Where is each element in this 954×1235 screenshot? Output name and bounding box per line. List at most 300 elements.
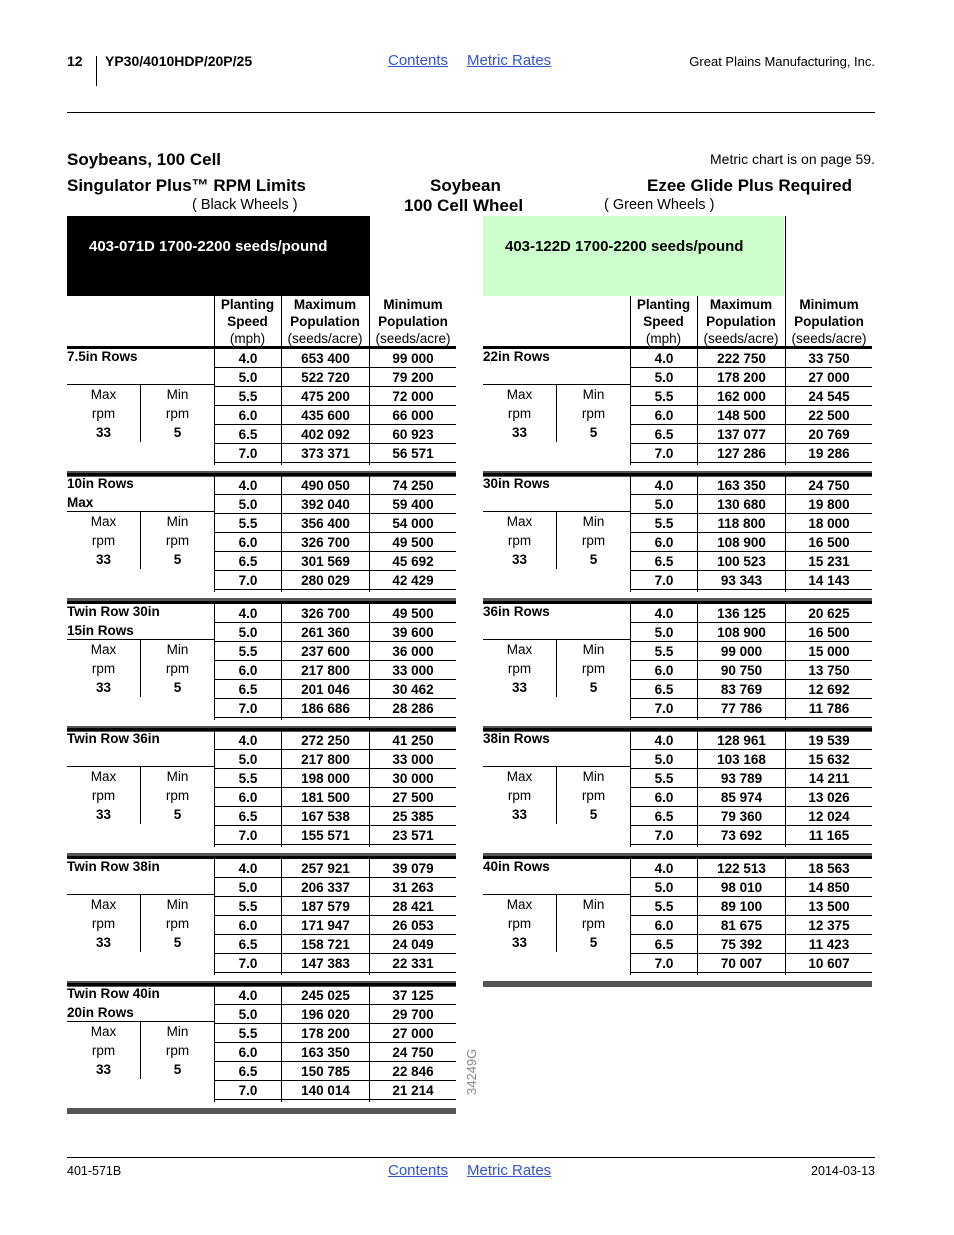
table-cell-max-population: 127 286 <box>698 444 785 463</box>
table-cell-max-population: 198 000 <box>282 769 369 788</box>
table-cell-speed: 6.5 <box>215 552 281 571</box>
table-cell-min-population: 19 286 <box>786 444 872 463</box>
row-group-label: 22in Rows <box>483 349 550 364</box>
table-cell-max-population: 89 100 <box>698 897 785 916</box>
min-rpm-label: Min <box>166 387 189 402</box>
metric-rates-link[interactable]: Metric Rates <box>467 52 552 69</box>
table-cell-min-population: 18 000 <box>786 514 872 533</box>
table-cell-max-population: 158 721 <box>282 935 369 954</box>
column-divider <box>785 604 786 720</box>
table-cell-speed: 5.5 <box>631 897 697 916</box>
table-cell-speed: 6.0 <box>631 916 697 935</box>
column-divider <box>697 731 698 847</box>
column-divider <box>281 731 282 847</box>
min-rpm-value: 5 <box>173 935 182 950</box>
rpm-top-rule <box>483 511 630 512</box>
table-cell-min-population: 28 421 <box>370 897 456 916</box>
table-cell-speed: 7.0 <box>631 699 697 718</box>
rpm-unit-label: rpm <box>165 406 190 421</box>
table-cell-max-population: 130 680 <box>698 495 785 514</box>
green-wheel-label: 403-122D 1700-2200 seeds/pound <box>505 237 744 255</box>
row-group-sublabel: Max <box>67 495 94 510</box>
table-cell-min-population: 24 545 <box>786 387 872 406</box>
max-rpm-label: Max <box>90 1024 117 1039</box>
max-rpm-value: 33 <box>95 680 112 695</box>
divider <box>281 296 282 346</box>
table-cell-speed: 4.0 <box>215 476 281 495</box>
table-cell-min-population: 21 214 <box>370 1081 456 1100</box>
table-cell-min-population: 79 200 <box>370 368 456 387</box>
row-group-label: 38in Rows <box>483 731 550 746</box>
table-cell-min-population: 24 049 <box>370 935 456 954</box>
table-cell-max-population: 75 392 <box>698 935 785 954</box>
table-cell-speed: 4.0 <box>631 476 697 495</box>
table-cell-max-population: 201 046 <box>282 680 369 699</box>
block-separator <box>483 981 872 987</box>
table-cell-speed: 4.0 <box>631 604 697 623</box>
right-subtitle: ( Green Wheels ) <box>604 197 715 213</box>
table-cell-speed: 5.0 <box>631 750 697 769</box>
rpm-unit-label: rpm <box>91 916 116 931</box>
header-divider <box>96 56 97 86</box>
min-rpm-label: Min <box>166 514 189 529</box>
table-cell-max-population: 181 500 <box>282 788 369 807</box>
table-cell-max-population: 222 750 <box>698 349 785 368</box>
table-cell-speed: 5.5 <box>215 514 281 533</box>
row-group-label: 10in Rows <box>67 476 134 491</box>
table-cell-speed: 5.0 <box>631 623 697 642</box>
table-cell-speed: 6.0 <box>215 661 281 680</box>
table-cell-max-population: 137 077 <box>698 425 785 444</box>
table-cell-max-population: 150 785 <box>282 1062 369 1081</box>
column-divider <box>697 476 698 592</box>
table-cell-max-population: 148 500 <box>698 406 785 425</box>
table-cell-min-population: 22 846 <box>370 1062 456 1081</box>
table-cell-min-population: 29 700 <box>370 1005 456 1024</box>
table-cell-speed: 6.5 <box>631 552 697 571</box>
table-cell-speed: 7.0 <box>215 444 281 463</box>
table-cell-min-population: 19 800 <box>786 495 872 514</box>
table-cell-min-population: 27 500 <box>370 788 456 807</box>
row-group-label: Twin Row 40in <box>67 986 160 1001</box>
row-group-sublabel <box>483 748 628 767</box>
row-group-label: Twin Row 30in <box>67 604 160 619</box>
table-cell-min-population: 20 625 <box>786 604 872 623</box>
table-cell-min-population: 66 000 <box>370 406 456 425</box>
rpm-unit-label: rpm <box>91 661 116 676</box>
column-divider <box>697 604 698 720</box>
table-cell-speed: 6.0 <box>215 788 281 807</box>
row-group-sublabel <box>483 493 628 512</box>
table-cell-min-population: 15 231 <box>786 552 872 571</box>
rpm-top-rule <box>483 766 630 767</box>
table-cell-min-population: 19 539 <box>786 731 872 750</box>
max-rpm-value: 33 <box>511 935 528 950</box>
revision-date: 2014-03-13 <box>811 1164 875 1178</box>
section-title: Soybeans, 100 Cell <box>67 150 222 169</box>
right-title: Ezee Glide Plus Required <box>647 176 853 195</box>
table-cell-speed: 5.5 <box>631 387 697 406</box>
rpm-top-rule <box>483 639 630 640</box>
table-cell-min-population: 12 024 <box>786 807 872 826</box>
center-title-1: Soybean <box>430 176 501 195</box>
min-column-header: Minimum Population (seeds/acre) <box>375 297 451 346</box>
min-rpm-value: 5 <box>589 807 598 822</box>
table-cell-speed: 7.0 <box>631 826 697 845</box>
table-cell-min-population: 49 500 <box>370 604 456 623</box>
contents-link[interactable]: Contents <box>388 52 449 69</box>
column-divider <box>281 859 282 975</box>
column-divider <box>630 349 631 465</box>
rpm-divider <box>140 512 141 569</box>
rpm-unit-label: rpm <box>507 406 532 421</box>
column-divider <box>369 476 370 592</box>
table-cell-speed: 6.0 <box>631 406 697 425</box>
table-cell-min-population: 27 000 <box>786 368 872 387</box>
max-rpm-label: Max <box>506 769 533 784</box>
column-divider <box>630 731 631 847</box>
rpm-unit-label: rpm <box>507 788 532 803</box>
column-divider <box>281 349 282 465</box>
max-rpm-value: 33 <box>511 425 528 440</box>
table-cell-max-population: 163 350 <box>698 476 785 495</box>
table-cell-max-population: 103 168 <box>698 750 785 769</box>
min-rpm-label: Min <box>582 387 605 402</box>
row-group-sublabel <box>483 876 628 895</box>
rpm-divider <box>140 385 141 442</box>
row-group-label: Twin Row 38in <box>67 859 160 874</box>
rpm-top-rule <box>483 894 630 895</box>
column-divider <box>369 349 370 465</box>
table-cell-min-population: 12 375 <box>786 916 872 935</box>
speed-column-header: Planting Speed (mph) <box>220 297 275 346</box>
row-group-label: 7.5in Rows <box>67 349 138 364</box>
min-rpm-label: Min <box>582 514 605 529</box>
table-cell-max-population: 147 383 <box>282 954 369 973</box>
table-cell-min-population: 54 000 <box>370 514 456 533</box>
left-subtitle: ( Black Wheels ) <box>192 197 298 213</box>
table-cell-max-population: 326 700 <box>282 604 369 623</box>
row-group-label: 40in Rows <box>483 859 550 874</box>
header-rule <box>67 112 875 113</box>
page-number: 12 <box>67 53 83 69</box>
table-cell-max-population: 186 686 <box>282 699 369 718</box>
rpm-divider <box>556 385 557 442</box>
table-cell-speed: 4.0 <box>215 731 281 750</box>
table-cell-min-population: 59 400 <box>370 495 456 514</box>
row-group-sublabel <box>67 748 212 767</box>
table-cell-max-population: 356 400 <box>282 514 369 533</box>
table-cell-min-population: 30 462 <box>370 680 456 699</box>
footer-rule <box>67 1157 875 1158</box>
divider <box>630 296 631 346</box>
table-cell-max-population: 326 700 <box>282 533 369 552</box>
table-cell-max-population: 280 029 <box>282 571 369 590</box>
table-cell-max-population: 136 125 <box>698 604 785 623</box>
min-rpm-value: 5 <box>589 680 598 695</box>
table-cell-min-population: 41 250 <box>370 731 456 750</box>
table-cell-speed: 7.0 <box>215 1081 281 1100</box>
table-cell-min-population: 10 607 <box>786 954 872 973</box>
rpm-unit-label: rpm <box>507 916 532 931</box>
contents-link[interactable]: Contents <box>388 1162 449 1179</box>
table-cell-max-population: 122 513 <box>698 859 785 878</box>
rpm-unit-label: rpm <box>91 1043 116 1058</box>
table-cell-speed: 7.0 <box>215 571 281 590</box>
table-cell-max-population: 653 400 <box>282 349 369 368</box>
table-cell-speed: 6.5 <box>631 425 697 444</box>
block-separator <box>67 1108 456 1114</box>
table-cell-speed: 5.0 <box>631 878 697 897</box>
table-cell-max-population: 301 569 <box>282 552 369 571</box>
min-rpm-value: 5 <box>173 1062 182 1077</box>
table-cell-max-population: 402 092 <box>282 425 369 444</box>
column-divider <box>214 604 215 720</box>
column-divider <box>630 859 631 975</box>
row-group-sublabel: 15in Rows <box>67 623 134 638</box>
table-cell-max-population: 90 750 <box>698 661 785 680</box>
table-cell-min-population: 13 500 <box>786 897 872 916</box>
table-cell-max-population: 392 040 <box>282 495 369 514</box>
table-cell-max-population: 261 360 <box>282 623 369 642</box>
table-cell-min-population: 25 385 <box>370 807 456 826</box>
table-cell-speed: 4.0 <box>631 349 697 368</box>
table-cell-min-population: 31 263 <box>370 878 456 897</box>
max-rpm-label: Max <box>506 897 533 912</box>
company-name: Great Plains Manufacturing, Inc. <box>689 54 875 69</box>
table-cell-max-population: 128 961 <box>698 731 785 750</box>
document-title: YP30/4010HDP/20P/25 <box>105 53 253 69</box>
table-cell-min-population: 30 000 <box>370 769 456 788</box>
column-divider <box>369 859 370 975</box>
column-divider <box>281 986 282 1102</box>
table-cell-max-population: 257 921 <box>282 859 369 878</box>
table-cell-speed: 6.0 <box>215 533 281 552</box>
max-rpm-value: 33 <box>95 1062 112 1077</box>
min-column-header: Minimum Population (seeds/acre) <box>791 297 867 346</box>
column-divider <box>369 604 370 720</box>
min-rpm-label: Min <box>166 769 189 784</box>
table-cell-min-population: 14 211 <box>786 769 872 788</box>
table-cell-max-population: 162 000 <box>698 387 785 406</box>
rpm-unit-label: rpm <box>165 788 190 803</box>
table-cell-min-population: 24 750 <box>370 1043 456 1062</box>
rpm-divider <box>140 1022 141 1079</box>
black-wheel-label: 403-071D 1700-2200 seeds/pound <box>89 237 328 255</box>
table-cell-min-population: 42 429 <box>370 571 456 590</box>
table-cell-speed: 6.5 <box>215 425 281 444</box>
table-cell-speed: 4.0 <box>631 859 697 878</box>
rpm-unit-label: rpm <box>581 661 606 676</box>
column-divider <box>785 859 786 975</box>
rpm-unit-label: rpm <box>91 533 116 548</box>
row-group-label: 30in Rows <box>483 476 550 491</box>
column-divider <box>214 349 215 465</box>
rpm-unit-label: rpm <box>165 661 190 676</box>
table-cell-speed: 7.0 <box>215 954 281 973</box>
table-cell-min-population: 13 026 <box>786 788 872 807</box>
table-cell-min-population: 15 000 <box>786 642 872 661</box>
metric-rates-link[interactable]: Metric Rates <box>467 1162 552 1179</box>
table-cell-min-population: 27 000 <box>370 1024 456 1043</box>
table-cell-speed: 6.5 <box>215 807 281 826</box>
drawing-number: 34249G <box>464 1048 479 1095</box>
rpm-divider <box>140 767 141 824</box>
table-cell-min-population: 11 786 <box>786 699 872 718</box>
table-cell-min-population: 72 000 <box>370 387 456 406</box>
rpm-divider <box>556 895 557 952</box>
column-divider <box>214 986 215 1102</box>
green-wheel-box <box>483 216 784 296</box>
max-rpm-value: 33 <box>95 425 112 440</box>
rpm-top-rule <box>67 639 214 640</box>
max-rpm-label: Max <box>90 642 117 657</box>
max-rpm-label: Max <box>506 387 533 402</box>
table-cell-min-population: 22 331 <box>370 954 456 973</box>
table-cell-speed: 6.0 <box>631 661 697 680</box>
max-rpm-value: 33 <box>511 552 528 567</box>
table-cell-speed: 7.0 <box>631 954 697 973</box>
table-cell-speed: 7.0 <box>631 571 697 590</box>
row-group-sublabel <box>67 366 212 385</box>
row-group-label: Twin Row 36in <box>67 731 160 746</box>
table-cell-speed: 5.0 <box>215 368 281 387</box>
table-cell-min-population: 14 850 <box>786 878 872 897</box>
table-cell-min-population: 14 143 <box>786 571 872 590</box>
left-title: Singulator Plus™ RPM Limits <box>67 176 306 195</box>
table-cell-min-population: 26 053 <box>370 916 456 935</box>
column-divider <box>214 476 215 592</box>
table-cell-speed: 5.0 <box>215 495 281 514</box>
column-divider <box>697 859 698 975</box>
table-cell-max-population: 70 007 <box>698 954 785 973</box>
max-rpm-label: Max <box>90 514 117 529</box>
min-rpm-value: 5 <box>589 552 598 567</box>
table-cell-speed: 6.0 <box>631 533 697 552</box>
table-cell-min-population: 20 769 <box>786 425 872 444</box>
table-cell-max-population: 245 025 <box>282 986 369 1005</box>
table-cell-min-population: 49 500 <box>370 533 456 552</box>
table-cell-speed: 6.0 <box>631 788 697 807</box>
table-cell-speed: 6.5 <box>215 1062 281 1081</box>
table-cell-min-population: 74 250 <box>370 476 456 495</box>
min-rpm-value: 5 <box>173 552 182 567</box>
rpm-top-rule <box>67 384 214 385</box>
table-cell-max-population: 98 010 <box>698 878 785 897</box>
max-rpm-value: 33 <box>95 807 112 822</box>
table-cell-speed: 4.0 <box>215 859 281 878</box>
table-cell-max-population: 490 050 <box>282 476 369 495</box>
table-cell-speed: 7.0 <box>215 699 281 718</box>
table-cell-speed: 4.0 <box>631 731 697 750</box>
table-cell-speed: 4.0 <box>215 604 281 623</box>
table-cell-max-population: 435 600 <box>282 406 369 425</box>
table-cell-min-population: 36 000 <box>370 642 456 661</box>
table-cell-max-population: 81 675 <box>698 916 785 935</box>
rpm-top-rule <box>67 766 214 767</box>
table-cell-max-population: 140 014 <box>282 1081 369 1100</box>
table-cell-min-population: 60 923 <box>370 425 456 444</box>
rpm-top-rule <box>67 1021 214 1022</box>
rpm-unit-label: rpm <box>581 406 606 421</box>
black-wheel-box <box>67 216 369 296</box>
rpm-unit-label: rpm <box>165 533 190 548</box>
table-cell-min-population: 23 571 <box>370 826 456 845</box>
table-cell-speed: 6.0 <box>215 1043 281 1062</box>
table-cell-min-population: 13 750 <box>786 661 872 680</box>
table-cell-speed: 6.5 <box>631 807 697 826</box>
table-cell-max-population: 522 720 <box>282 368 369 387</box>
table-cell-min-population: 11 423 <box>786 935 872 954</box>
table-cell-max-population: 99 000 <box>698 642 785 661</box>
table-cell-max-population: 108 900 <box>698 623 785 642</box>
table-cell-min-population: 15 632 <box>786 750 872 769</box>
column-divider <box>630 476 631 592</box>
rpm-top-rule <box>483 384 630 385</box>
table-cell-min-population: 24 750 <box>786 476 872 495</box>
table-cell-min-population: 33 750 <box>786 349 872 368</box>
table-cell-speed: 7.0 <box>631 444 697 463</box>
table-cell-max-population: 79 360 <box>698 807 785 826</box>
rpm-unit-label: rpm <box>91 406 116 421</box>
table-cell-max-population: 217 800 <box>282 661 369 680</box>
table-cell-speed: 5.5 <box>215 387 281 406</box>
table-cell-max-population: 73 692 <box>698 826 785 845</box>
table-cell-max-population: 163 350 <box>282 1043 369 1062</box>
table-cell-max-population: 373 371 <box>282 444 369 463</box>
table-cell-speed: 4.0 <box>215 986 281 1005</box>
table-cell-max-population: 272 250 <box>282 731 369 750</box>
min-rpm-label: Min <box>166 897 189 912</box>
table-cell-max-population: 93 343 <box>698 571 785 590</box>
table-cell-speed: 5.5 <box>631 769 697 788</box>
column-divider <box>369 986 370 1102</box>
table-cell-speed: 5.0 <box>215 623 281 642</box>
column-divider <box>785 349 786 465</box>
table-cell-max-population: 206 337 <box>282 878 369 897</box>
table-cell-max-population: 196 020 <box>282 1005 369 1024</box>
rpm-unit-label: rpm <box>165 1043 190 1058</box>
max-column-header: Maximum Population (seeds/acre) <box>287 297 363 346</box>
table-cell-max-population: 118 800 <box>698 514 785 533</box>
table-cell-speed: 6.5 <box>215 680 281 699</box>
column-divider <box>697 349 698 465</box>
table-cell-speed: 5.0 <box>215 750 281 769</box>
max-rpm-label: Max <box>90 387 117 402</box>
min-rpm-value: 5 <box>173 807 182 822</box>
rpm-divider <box>140 640 141 697</box>
max-rpm-value: 33 <box>511 807 528 822</box>
divider <box>214 296 215 346</box>
max-rpm-value: 33 <box>95 552 112 567</box>
table-cell-min-population: 33 000 <box>370 661 456 680</box>
max-rpm-label: Max <box>506 514 533 529</box>
table-cell-max-population: 178 200 <box>698 368 785 387</box>
document-number: 401-571B <box>67 1164 122 1178</box>
min-rpm-value: 5 <box>173 425 182 440</box>
column-divider <box>369 731 370 847</box>
table-cell-speed: 6.5 <box>631 680 697 699</box>
min-rpm-label: Min <box>166 642 189 657</box>
speed-column-header: Planting Speed (mph) <box>636 297 691 346</box>
table-cell-min-population: 56 571 <box>370 444 456 463</box>
table-cell-speed: 5.5 <box>631 642 697 661</box>
table-cell-min-population: 22 500 <box>786 406 872 425</box>
table-cell-min-population: 39 600 <box>370 623 456 642</box>
max-rpm-label: Max <box>506 642 533 657</box>
table-cell-max-population: 155 571 <box>282 826 369 845</box>
table-cell-speed: 5.0 <box>631 368 697 387</box>
